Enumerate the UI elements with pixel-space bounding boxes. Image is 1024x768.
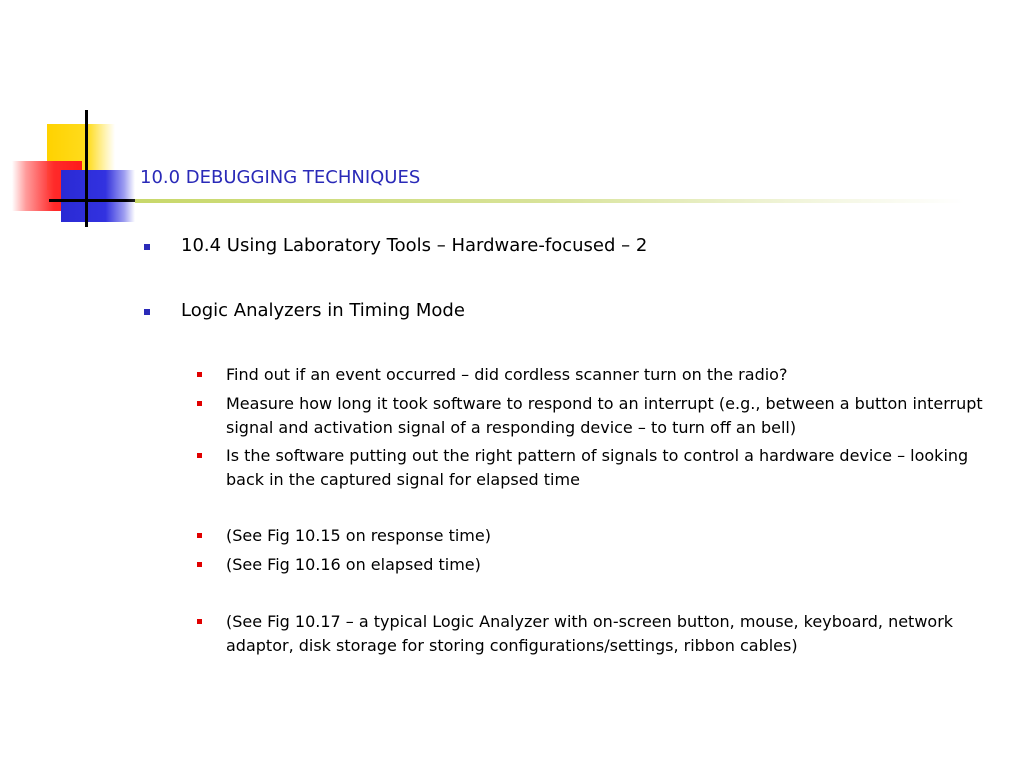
square-bullet-icon [144, 244, 150, 250]
bullet-text: Find out if an event occurred – did cordless scanner turn on the radio? [226, 365, 788, 384]
title-underline-rule [135, 199, 965, 203]
square-bullet-icon [197, 562, 202, 567]
vertical-line-decoration [85, 110, 88, 227]
square-bullet-icon [197, 372, 202, 377]
bullet-level2 [226, 444, 986, 492]
bullet-level1 [181, 300, 465, 321]
bullet-level2 [226, 392, 986, 440]
blue-square-decoration [61, 170, 135, 222]
slide-title: 10.0 DEBUGGING TECHNIQUES [140, 167, 421, 188]
bullet-text: Is the software putting out the right pattern of signals to control a hardware device – looking back in the captured signal for elapsed time [226, 446, 969, 489]
bullet-text: Measure how long it took software to respond to an interrupt (e.g., between a button interrupt signal and activation signal of a responding device – to turn off an bell) [226, 394, 983, 437]
square-bullet-icon [197, 401, 202, 406]
square-bullet-icon [197, 453, 202, 458]
square-bullet-icon [197, 619, 202, 624]
bullet-text: (See Fig 10.16 on elapsed time) [226, 555, 481, 574]
bullet-text: Logic Analyzers in Timing Mode [181, 300, 465, 321]
bullet-text: 10.4 Using Laboratory Tools – Hardware-focused – 2 [181, 235, 648, 256]
bullet-level2 [226, 610, 986, 658]
bullet-text: (See Fig 10.15 on response time) [226, 526, 491, 545]
bullet-level1 [181, 235, 647, 256]
bullet-level2 [226, 363, 986, 387]
bullet-level2 [226, 553, 986, 577]
square-bullet-icon [197, 533, 202, 538]
square-bullet-icon [144, 309, 150, 315]
bullet-level2 [226, 524, 986, 548]
bullet-text: (See Fig 10.17 – a typical Logic Analyzer with on-screen button, mouse, keyboard, network adaptor, disk storage for storing configurations/settings, ribbon cables) [226, 612, 954, 655]
